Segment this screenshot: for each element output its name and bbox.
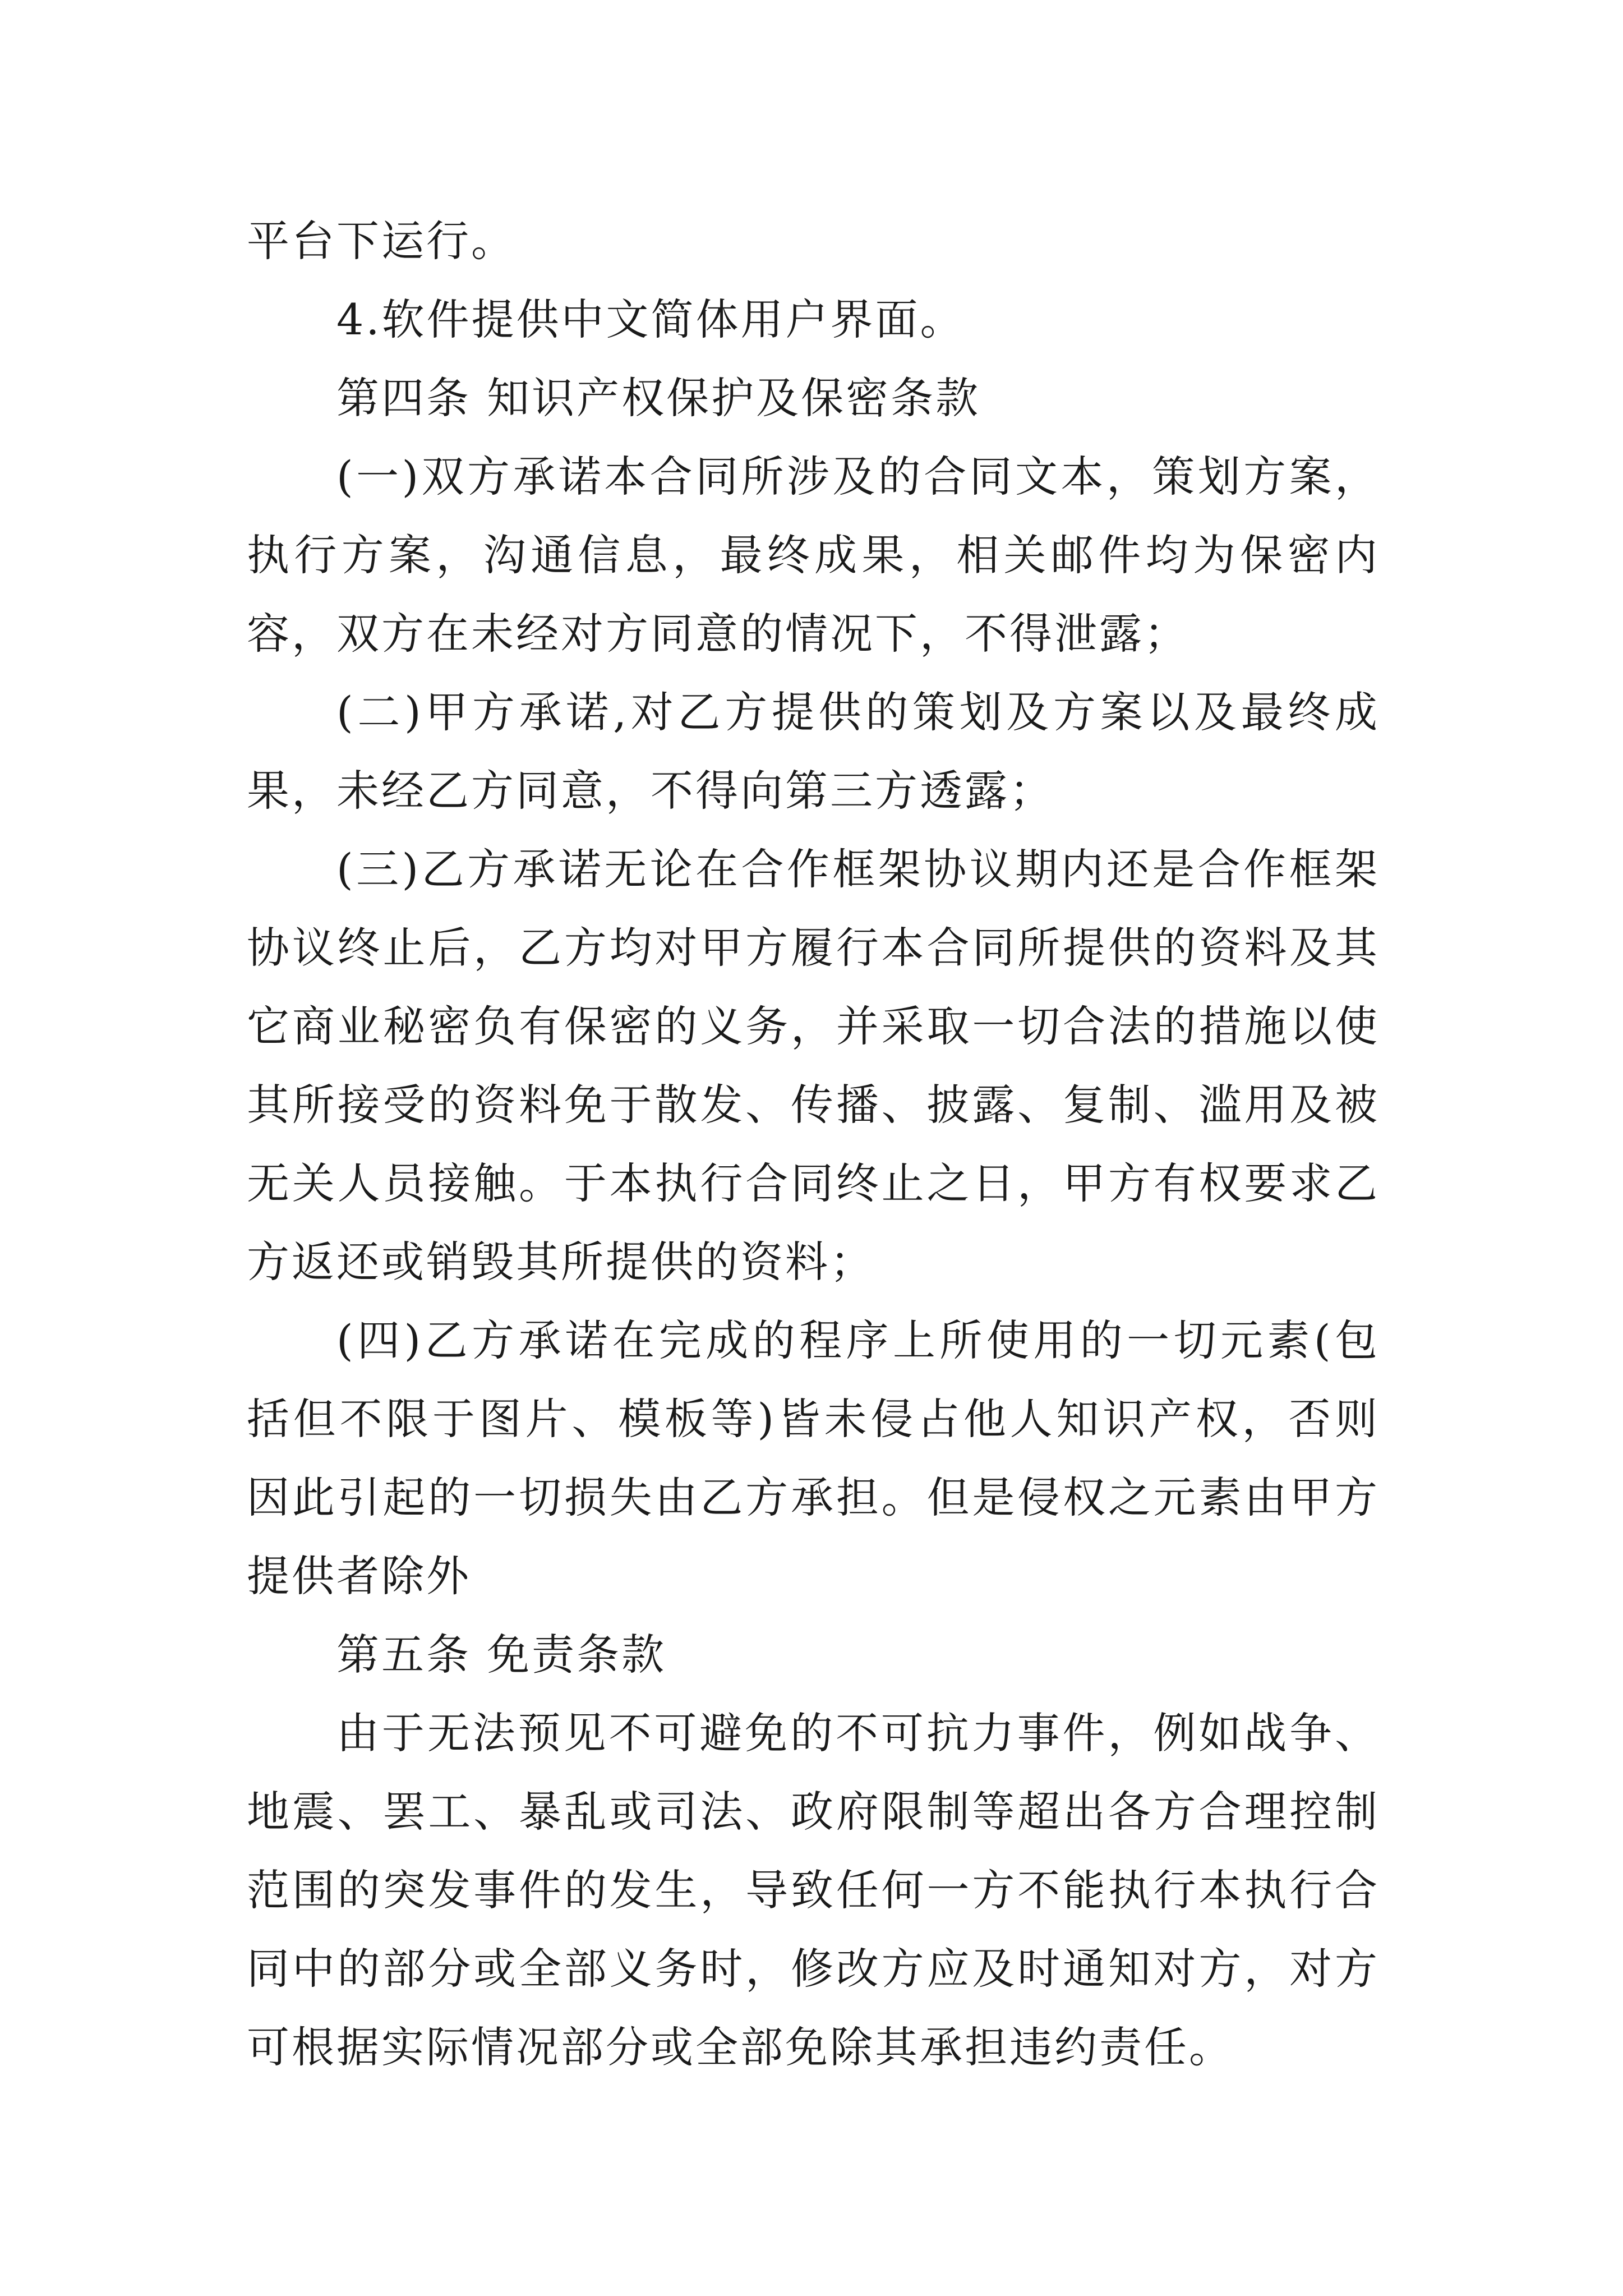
paragraph-clause-1: (一)双方承诺本合同所涉及的合同文本，策划方案，执行方案，沟通信息，最终成果，相关邮件均为保密内容，双方在未经对方同意的情况下，不得泄露； [247, 452, 1380, 659]
document-body [247, 202, 1380, 2087]
paragraph-clause-4: (四)乙方承诺在完成的程序上所使用的一切元素(包括但不限于图片、模板等)皆未侵占他人知识产权，否则因此引起的一切损失由乙方承担。但是侵权之元素由甲方提供者除外 [247, 1315, 1380, 1601]
section-heading-article-4: 第四条 知识产权保护及保密条款 [336, 373, 981, 423]
paragraph-item-4: 4.软件提供中文简体用户界面。 [336, 295, 965, 344]
section-heading-article-5: 第五条 免责条款 [336, 1630, 667, 1680]
paragraph-force-majeure: 由于无法预见不可避免的不可抗力事件，例如战争、地震、罢工、暴乱或司法、政府限制等超出各方合理控制范围的突发事件的发生，导致任何一方不能执行本执行合同中的部分或全部义务时，修改方应及时通知对方，对方可根据实际情况部分或全部免除其承担违约责任。 [247, 1708, 1380, 2072]
paragraph-clause-3: (三)乙方承诺无论在合作框架协议期内还是合作框架协议终止后，乙方均对甲方履行本合同所提供的资料及其它商业秘密负有保密的义务，并采取一切合法的措施以使其所接受的资料免于散发、传播、披露、复制、滥用及被无关人员接触。于本执行合同终止之日，甲方有权要求乙方返还或销毁其所提供的资料； [247, 844, 1380, 1287]
paragraph-clause-2: (二)甲方承诺,对乙方提供的策划及方案以及最终成果，未经乙方同意，不得向第三方透露； [247, 687, 1380, 816]
paragraph-continuation: 平台下运行。 [247, 216, 516, 266]
